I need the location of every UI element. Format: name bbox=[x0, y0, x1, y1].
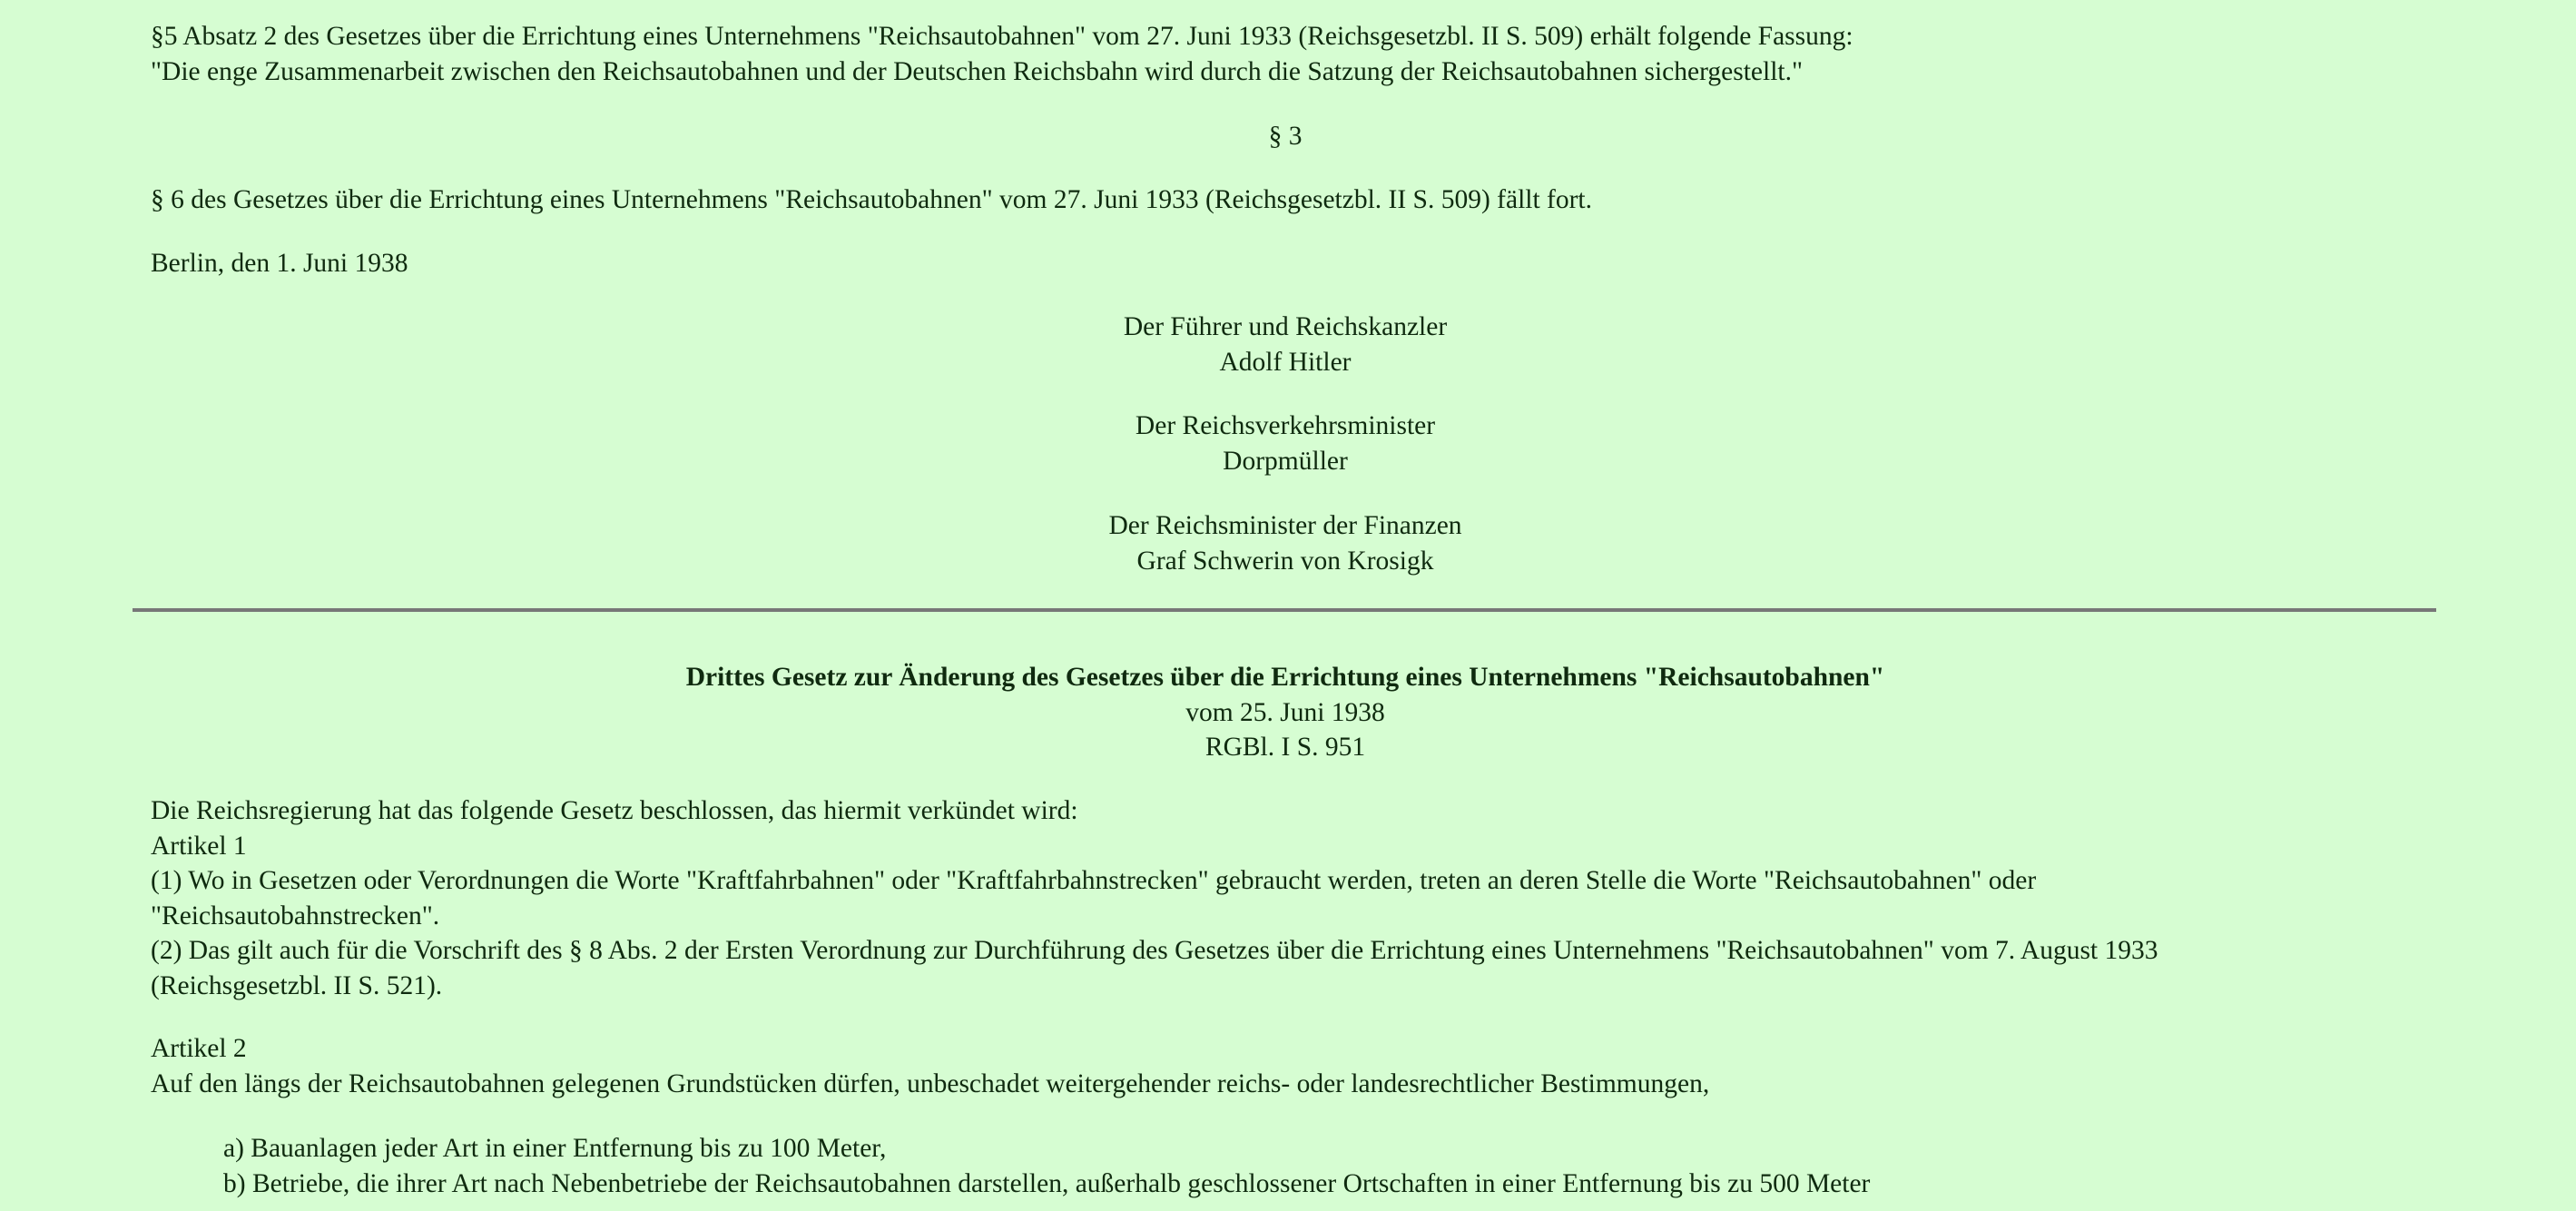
s5-line-2: "Die enge Zusammenarbeit zwischen den Reichsautobahnen und der Deutschen Reichsbahn wird durch die Satzung der Reichsautobahnen sichergestellt." bbox=[151, 56, 1804, 86]
signature-name: Adolf Hitler bbox=[1219, 347, 1352, 377]
article-1-heading: Artikel 1 bbox=[151, 831, 247, 861]
signature-role: Der Reichsverkehrsminister bbox=[1135, 411, 1436, 440]
signature-name: Graf Schwerin von Krosigk bbox=[1136, 546, 1434, 576]
article-1-para-2-line-1: (2) Das gilt auch für die Vorschrift des § 8 Abs. 2 der Ersten Verordnung zur Durchführung des Gesetzes über die Errichtung eines Unternehmens "Reichsautobahnen" vom 7. August 1933 bbox=[151, 936, 2158, 965]
article-1-para-2-line-2: (Reichsgesetzbl. II S. 521). bbox=[151, 970, 443, 1000]
place-date: Berlin, den 1. Juni 1938 bbox=[151, 249, 408, 278]
article-1-para-1-line-2: "Reichsautobahnstrecken". bbox=[151, 901, 440, 930]
paragraph-s3: § 6 des Gesetzes über die Errichtung eines Unternehmens "Reichsautobahnen" vom 27. Juni 1933 (Reichsgesetzbl. II S. 509) fällt fort. bbox=[151, 185, 1593, 214]
law-title: Drittes Gesetz zur Änderung des Gesetzes über die Errichtung eines Unternehmens "Reichsautobahnen" bbox=[685, 663, 1885, 692]
law-date: vom 25. Juni 1938 bbox=[1185, 697, 1385, 727]
law-source: RGBl. I S. 951 bbox=[1204, 733, 1366, 762]
signature-block-1 bbox=[151, 310, 2420, 379]
signature-role: Der Reichsminister der Finanzen bbox=[1108, 511, 1462, 540]
signature-block-2 bbox=[151, 409, 2420, 478]
article-2-list bbox=[223, 1131, 1870, 1201]
article-1-para-1-line-1: (1) Wo in Gesetzen oder Verordnungen die Worte "Kraftfahrbahnen" oder "Kraftfahrbahnstrecken" gebraucht werden, treten an deren Stelle die Worte "Reichsautobahnen" oder bbox=[151, 866, 2037, 895]
list-item-a: a) Bauanlagen jeder Art in einer Entfernung bis zu 100 Meter, bbox=[223, 1134, 887, 1163]
horizontal-divider bbox=[133, 608, 2436, 612]
signature-block-3 bbox=[151, 508, 2420, 578]
s5-line-1: §5 Absatz 2 des Gesetzes über die Errichtung eines Unternehmens "Reichsautobahnen" vom 27. Juni 1933 (Reichsgesetzbl. II S. 509) erhält folgende Fassung: bbox=[151, 22, 1853, 51]
paragraph-s5 bbox=[151, 19, 2456, 89]
law-header bbox=[151, 660, 2420, 765]
law-body bbox=[151, 793, 2456, 1003]
law-intro: Die Reichsregierung hat das folgende Gesetz beschlossen, das hiermit verkündet wird: bbox=[151, 796, 1078, 825]
section-heading-3: § 3 bbox=[1268, 122, 1303, 151]
article-2 bbox=[151, 1031, 2456, 1101]
list-item-b: b) Betriebe, die ihrer Art nach Nebenbetriebe der Reichsautobahnen darstellen, außerhalb geschlossener Ortschaften in einer Entfernung bis zu 500 Meter bbox=[223, 1168, 1871, 1198]
signature-role: Der Führer und Reichskanzler bbox=[1123, 312, 1448, 341]
signature-name: Dorpmüller bbox=[1223, 446, 1348, 476]
article-2-text: Auf den längs der Reichsautobahnen gelegenen Grundstücken dürfen, unbeschadet weitergehender reichs- oder landesrechtlicher Bestimmungen, bbox=[151, 1068, 1710, 1098]
article-2-heading: Artikel 2 bbox=[151, 1034, 247, 1063]
